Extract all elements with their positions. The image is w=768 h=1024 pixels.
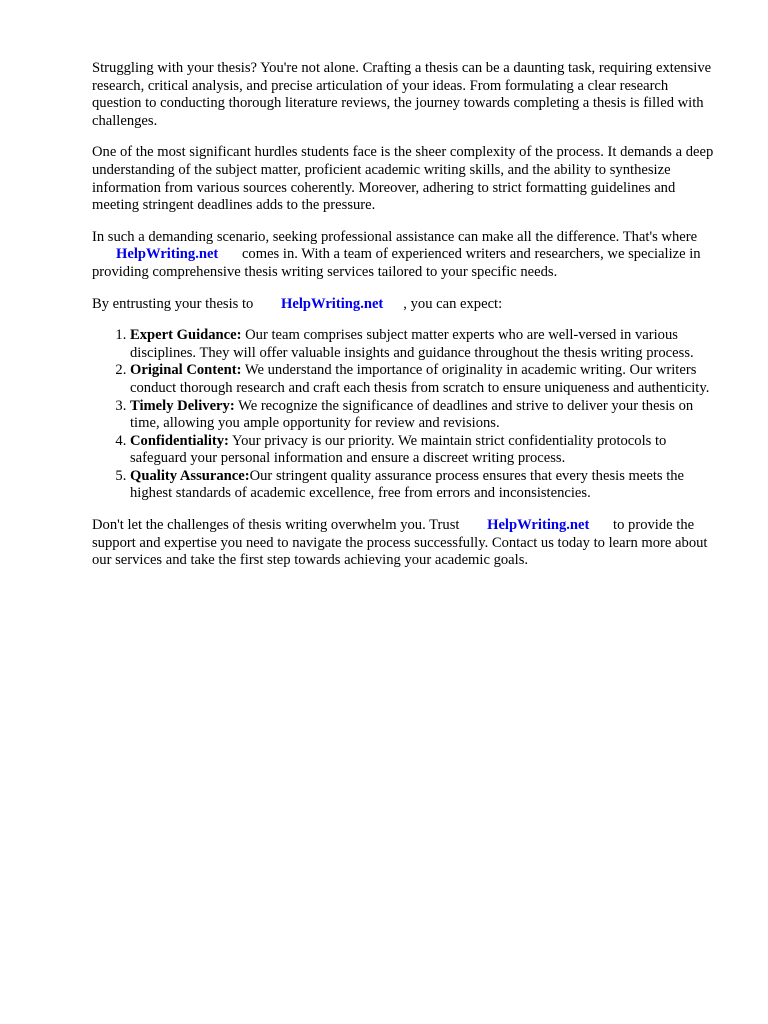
helpwriting-link[interactable]: HelpWriting.net [281, 295, 384, 312]
benefit-title: Quality Assurance: [130, 467, 250, 484]
assistance-text-before: In such a demanding scenario, seeking professional assistance can make all the difference. That's where [92, 228, 698, 245]
benefit-title: Original Content: [130, 362, 242, 379]
list-item [130, 327, 718, 362]
challenges-paragraph: One of the most significant hurdles students face is the sheer complexity of the process. It demands a deep understanding of the subject matter, proficient academic writing skills, and the ability to synthesize information from various sources coherently. Moreover, adhering to strict formatting guidelines and meeting stringent deadlines adds to the pressure. [92, 144, 714, 214]
intro-paragraph: Struggling with your thesis? You're not alone. Crafting a thesis can be a daunting task, requiring extensive research, critical analysis, and precise articulation of your ideas. From formulating a clear research question to conducting thorough literature reviews, the journey towards completing a thesis is filled with challenges. [92, 60, 712, 129]
expectations-paragraph [92, 296, 718, 314]
list-item [130, 398, 718, 433]
list-item [130, 362, 718, 397]
closing-paragraph [92, 517, 718, 570]
expectations-text-after: , you can expect: [403, 295, 503, 312]
benefit-text: We understand the importance of originality in academic writing. Our writers conduct thorough research and craft each thesis from scratch to ensure uniqueness and authenticity. [130, 362, 710, 396]
helpwriting-link[interactable]: HelpWriting.net [487, 517, 590, 534]
assistance-text-after: comes in. With a team of experienced writers and researchers, we specialize in providing comprehensive thesis writing services tailored to your specific needs. [92, 246, 701, 280]
benefit-text: We recognize the significance of deadlines and strive to deliver your thesis on time, allowing you ample opportunity for review and revisions. [130, 397, 694, 432]
document-page [92, 60, 718, 584]
benefit-title: Confidentiality: [130, 432, 229, 449]
closing-text-before: Don't let the challenges of thesis writing overwhelm you. Trust [92, 517, 460, 534]
expectations-text-before: By entrusting your thesis to [92, 295, 254, 312]
benefits-list [92, 327, 718, 503]
assistance-paragraph [92, 229, 718, 282]
closing-text-after: to provide the support and expertise you need to navigate the process successfully. Contact us today to learn more about our services and take the first step towards achieving your academic goals. [92, 517, 708, 569]
benefit-text: Our stringent quality assurance process ensures that every thesis meets the highest standards of academic excellence, free from errors and inconsistencies. [130, 467, 685, 502]
benefit-text: Our team comprises subject matter experts who are well-versed in various disciplines. They will offer valuable insights and guidance throughout the thesis writing process. [130, 327, 694, 361]
list-item [130, 468, 718, 503]
benefit-text: Your privacy is our priority. We maintain strict confidentiality protocols to safeguard your personal information and ensure a discreet writing process. [130, 432, 667, 467]
benefit-title: Expert Guidance: [130, 327, 242, 344]
helpwriting-link[interactable]: HelpWriting.net [116, 246, 219, 263]
list-item [130, 433, 718, 468]
benefit-title: Timely Delivery: [130, 397, 235, 414]
